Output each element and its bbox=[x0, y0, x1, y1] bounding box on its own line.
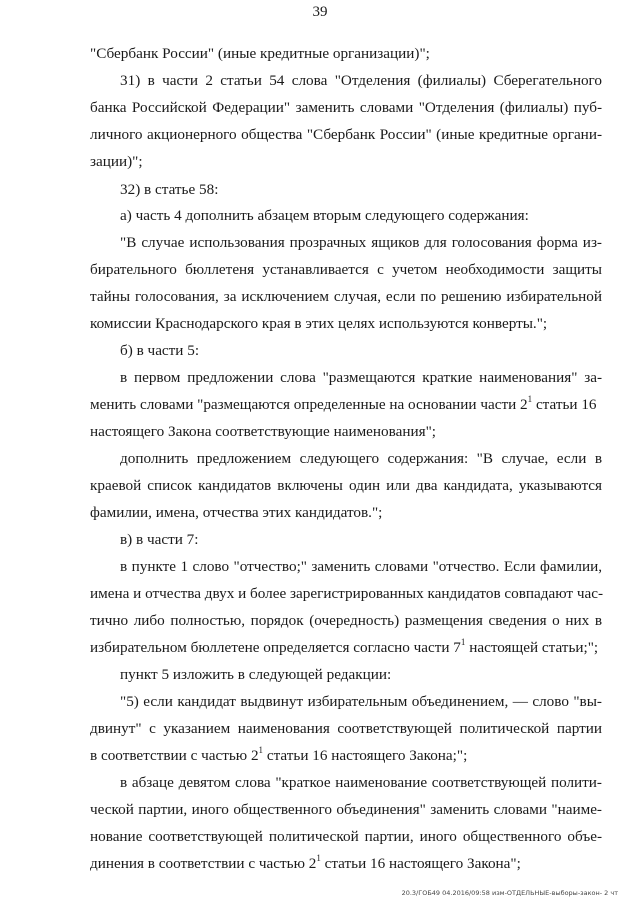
text-line: нование соответствующей политической партии, иного общественного объе- bbox=[90, 828, 602, 845]
text-line: банка Российской Федерации" заменить словами "Отделения (филиалы) пуб- bbox=[90, 99, 602, 116]
text-line: настоящего Закона соответствующие наименования"; bbox=[90, 423, 437, 440]
text-line bbox=[90, 854, 521, 874]
footer-filename: 20.3/ГОБ49 04.2016/09:58 изм-ОТДЕЛЬНЫЕ-выборы-закон- 2 чт bbox=[401, 889, 618, 897]
text-line: личного акционерного общества "Сбербанк России" (иные кредитные органи- bbox=[90, 126, 602, 143]
text-line: тично либо полностью, порядок (очередность) размещения сведения о них в bbox=[90, 612, 602, 629]
text-fragment: статьи 16 настоящего Закона;"; bbox=[263, 747, 468, 764]
text-fragment: в соответствии с частью 2 bbox=[90, 747, 259, 764]
text-line: б) в части 5: bbox=[120, 342, 200, 359]
text-line: краевой список кандидатов включены один или два кандидата, указываются bbox=[90, 477, 602, 494]
text-line bbox=[90, 395, 597, 415]
superscript: 1 bbox=[527, 393, 533, 404]
text-line: двинут" с указанием наименования соответствующей политической партии bbox=[90, 720, 602, 737]
text-line: имена и отчества двух и более зарегистрированных кандидатов совпадают час- bbox=[90, 585, 604, 602]
text-line: в) в части 7: bbox=[120, 531, 199, 548]
text-line: а) часть 4 дополнить абзацем вторым следующего содержания: bbox=[120, 207, 529, 224]
text-fragment: настоящей статьи;"; bbox=[465, 639, 599, 656]
text-line bbox=[90, 746, 467, 766]
text-line: в первом предложении слова "размещаются краткие наименования" за- bbox=[120, 369, 602, 386]
text-line: дополнить предложением следующего содержания: "В случае, если в bbox=[120, 450, 602, 467]
text-line: 32) в статье 58: bbox=[120, 181, 219, 198]
text-fragment: менить словами "размещаются определенные на основании части 2 bbox=[90, 396, 528, 413]
text-line: 31) в части 2 статьи 54 слова "Отделения (филиалы) Сберегательного bbox=[120, 72, 602, 89]
text-line: "В случае использования прозрачных ящиков для голосования форма из- bbox=[120, 234, 602, 251]
text-line: "5) если кандидат выдвинут избирательным объединением, — слово "вы- bbox=[120, 693, 602, 710]
page-number: 39 bbox=[312, 4, 328, 20]
text-line: ческой партии, иного общественного объединения" заменить словами "наиме- bbox=[90, 801, 602, 818]
text-line: зации)"; bbox=[90, 153, 143, 170]
text-fragment: динения в соответствии с частью 2 bbox=[90, 855, 317, 872]
text-line: в пункте 1 слово "отчество;" заменить словами "отчество. Если фамилии, bbox=[120, 558, 602, 575]
superscript: 1 bbox=[316, 852, 321, 863]
text-line: комиссии Краснодарского края в этих целях используются конверты."; bbox=[90, 315, 548, 332]
text-fragment: статьи 16 bbox=[532, 396, 597, 413]
text-line: тайны голосования, за исключением случая, если по решению избирательной bbox=[90, 288, 602, 305]
superscript: 1 bbox=[258, 744, 264, 755]
text-line: пункт 5 изложить в следующей редакции: bbox=[120, 666, 392, 683]
text-line: в абзаце девятом слова "краткое наименование соответствующей полити- bbox=[120, 774, 602, 791]
text-line: фамилии, имена, отчества этих кандидатов."; bbox=[90, 504, 383, 521]
text-fragment: статьи 16 настоящего Закона"; bbox=[320, 855, 521, 872]
text-line bbox=[90, 638, 598, 658]
text-fragment: избирательном бюллетене определяется согласно части 7 bbox=[90, 639, 461, 656]
text-line: "Сбербанк России" (иные кредитные организации)"; bbox=[90, 45, 430, 62]
superscript: 1 bbox=[460, 636, 466, 647]
text-line: бирательного бюллетеня устанавливается с учетом необходимости защиты bbox=[90, 261, 602, 278]
